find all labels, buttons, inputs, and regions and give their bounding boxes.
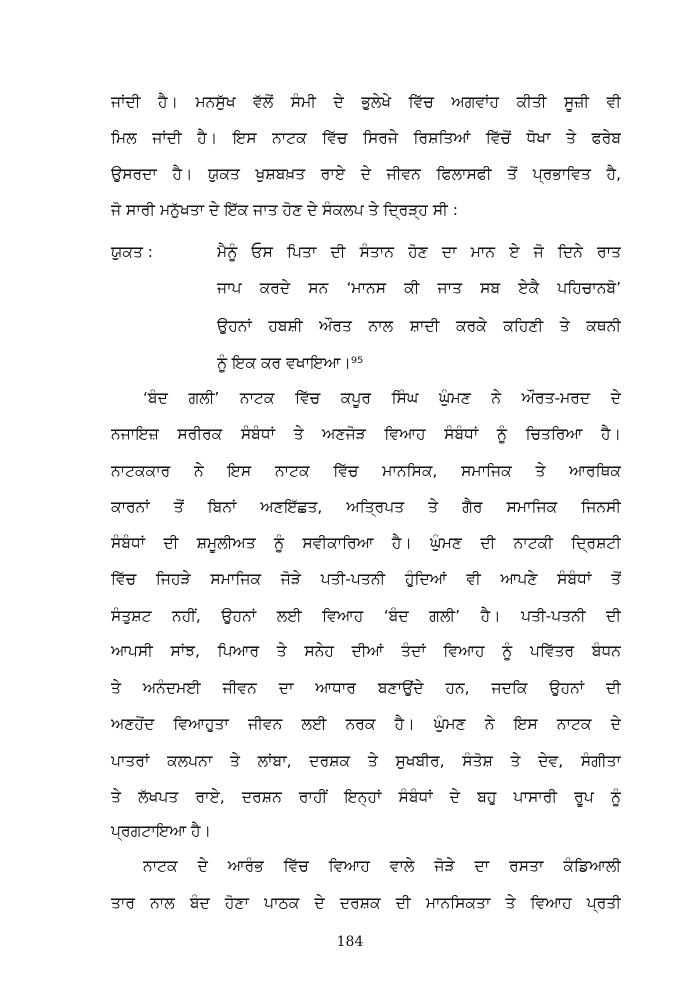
paragraph-line: ਸੰਤੁਸ਼ਟ ਨਹੀਂ, ਉਹਨਾਂ ਲਈ ਵਿਆਹ ‘ਬੰਦ ਗਲੀ’ ਹੈ। ਪਤੀ-ਪਤਨੀ ਦੀ [111,607,621,625]
paragraph-line: ਪ੍ਰਗਟਾਇਆ ਹੈ। [111,822,211,840]
quote-line: ਉਹਨਾਂ ਹਬਸ਼ੀ ਔਰਤ ਨਾਲ ਸ਼ਾਦੀ ਕਰਕੇ ਕਹਿਣੀ ਤੇ ਕਥਨੀ [217,317,621,335]
paragraph-line: ਕਾਰਨਾਂ ਤੋਂ ਬਿਨਾਂ ਅਣਇੱਛਤ, ਅਤ੍ਰਿਪਤ ਤੇ ਗੈਰ ਸਮਾਜਿਕ ਜਿਨਸੀ [111,498,621,516]
paragraph-line: ਨਾਟਕ ਦੇ ਆਰੰਭ ਵਿੱਚ ਵਿਆਹ ਵਾਲੇ ਜੋੜੇ ਦਾ ਰਸਤਾ ਕੰਡਿਆਲੀ [143,857,621,875]
paragraph-line: ਉਸਰਦਾ ਹੈ। ਯੁਕਤ ਖੁਸ਼ਬਖ਼ਤ ਰਾਏ ਦੇ ਜੀਵਨ ਫਿਲਾਸਫੀ ਤੋਂ ਪ੍ਰਭਾਵਿਤ ਹੈ, [111,165,621,183]
paragraph-line: ਪਾਤਰਾਂ ਕਲਪਨਾ ਤੇ ਲਾਂਬਾ, ਦਰਸ਼ਕ ਤੇ ਸੁਖਬੀਰ, ਸੰਤੋਸ਼ ਤੇ ਦੇਵ, ਸੰਗੀਤਾ [111,752,621,770]
page-number: 184 [336,934,364,950]
paragraph-line: ਤੇ ਅਨੰਦਮਈ ਜੀਵਨ ਦਾ ਆਧਾਰ ਬਣਾਉਂਦੇ ਹਨ, ਜਦਕਿ ਉਹਨਾਂ ਦੀ [111,679,621,697]
paragraph-line: ਨਾਟਕਕਾਰ ਨੇ ਇਸ ਨਾਟਕ ਵਿੱਚ ਮਾਨਸਿਕ, ਸਮਾਜਿਕ ਤੇ ਆਰਥਿਕ [111,462,621,480]
quote-line: ਨੂੰ ਇਕ ਕਰ ਵਖਾਇਆ।⁹⁵ [217,354,364,372]
paragraph-line: ‘ਬੰਦ ਗਲੀ’ ਨਾਟਕ ਵਿੱਚ ਕਪੂਰ ਸਿੰਘ ਘੁੰਮਣ ਨੇ ਔਰਤ-ਮਰਦ ਦੇ [143,389,621,407]
quote-line: ਮੈਨੂੰ ਓਸ ਪਿਤਾ ਦੀ ਸੰਤਾਨ ਹੋਣ ਦਾ ਮਾਨ ਏ ਜੋ ਦਿਨੇ ਰਾਤ [217,243,621,261]
quote-speaker: ਯੁਕਤ : [111,243,154,261]
quote-line: ਜਾਪ ਕਰਦੇ ਸਨ ‘ਮਾਨਸ ਕੀ ਜਾਤ ਸਬ ਏਕੈ ਪਹਿਚਾਨਬੋ’ [217,279,621,297]
paragraph-line: ਜਾਂਦੀ ਹੈ। ਮਨਸੁੱਖ ਵੱਲੋਂ ਸੰਮੀ ਦੇ ਭੁਲੇਖੇ ਵਿੱਚ ਅਗਵਾਂਹ ਕੀਤੀ ਸੂਜ਼ੀ ਵੀ [111,93,621,111]
paragraph-line: ਅਣਹੋਂਦ ਵਿਆਹੁਤਾ ਜੀਵਨ ਲਈ ਨਰਕ ਹੈ। ਘੁੰਮਣ ਨੇ ਇਸ ਨਾਟਕ ਦੇ [111,715,621,733]
paragraph-line: ਜੋ ਸਾਰੀ ਮਨੁੱਖਤਾ ਦੇ ਇੱਕ ਜਾਤ ਹੋਣ ਦੇ ਸੰਕਲਪ ਤੇ ਦ੍ਰਿੜ੍ਹ ਸੀ : [111,201,458,219]
paragraph-line: ਤਾਰ ਨਾਲ ਬੰਦ ਹੋਣਾ ਪਾਠਕ ਦੇ ਦਰਸ਼ਕ ਦੀ ਮਾਨਸਿਕਤਾ ਤੇ ਵਿਆਹ ਪ੍ਰਤੀ [111,894,621,912]
paragraph-line: ਵਿੱਚ ਜਿਹੜੇ ਸਮਾਜਿਕ ਜੋੜੇ ਪਤੀ-ਪਤਨੀ ਹੁੰਦਿਆਂ ਵੀ ਆਪਣੇ ਸੰਬੰਧਾਂ ਤੋਂ [111,570,621,588]
paragraph-line: ਮਿਲ ਜਾਂਦੀ ਹੈ। ਇਸ ਨਾਟਕ ਵਿੱਚ ਸਿਰਜੇ ਰਿਸ਼ਤਿਆਂ ਵਿੱਚੋਂ ਧੋਖਾ ਤੇ ਫਰੇਬ [111,129,621,147]
paragraph-line: ਆਪਸੀ ਸਾਂਝ, ਪਿਆਰ ਤੇ ਸਨੇਹ ਦੀਆਂ ਤੰਦਾਂ ਵਿਆਹ ਨੂੰ ਪਵਿੱਤਰ ਬੰਧਨ [111,642,621,660]
paragraph-line: ਸੰਬੰਧਾਂ ਦੀ ਸ਼ਮੂਲੀਅਤ ਨੂੰ ਸਵੀਕਾਰਿਆ ਹੈ। ਘੁੰਮਣ ਦੀ ਨਾਟਕੀ ਦ੍ਰਿਸ਼ਟੀ [111,534,621,552]
paragraph-line: ਤੇ ਲੱਖਪਤ ਰਾਏ, ਦਰਸ਼ਨ ਰਾਹੀਂ ਇਨ੍ਹਾਂ ਸੰਬੰਧਾਂ ਦੇ ਬਹੁ ਪਾਸਾਰੀ ਰੂਪ ਨੂੰ [111,788,621,806]
paragraph-line: ਨਜਾਇਜ਼ ਸਰੀਰਕ ਸੰਬੰਧਾਂ ਤੇ ਅਣਜੋੜ ਵਿਆਹ ਸੰਬੰਧਾਂ ਨੂੰ ਚਿਤਰਿਆ ਹੈ। [111,425,621,443]
